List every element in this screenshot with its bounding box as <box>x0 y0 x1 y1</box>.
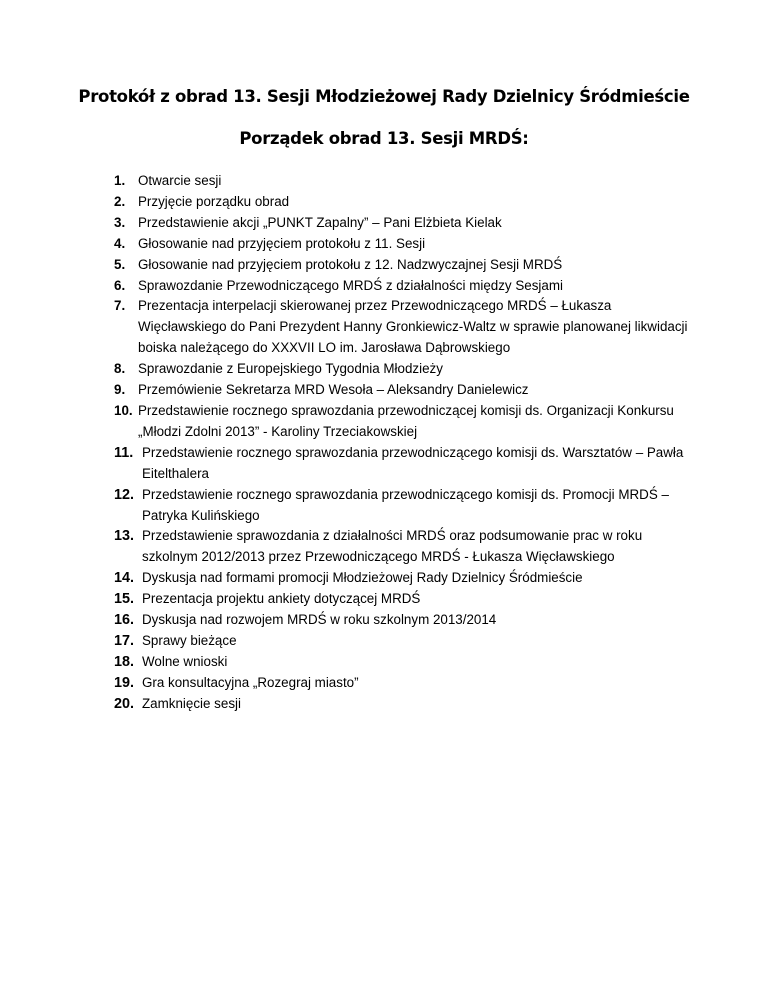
agenda-item-number: 9. <box>114 382 126 398</box>
agenda-item-text: Głosowanie nad przyjęciem protokołu z 12. Nadzwyczajnej Sesji MRDŚ <box>138 256 563 272</box>
agenda-item-number: 5. <box>114 256 126 272</box>
agenda-item-text: Prezentacja projektu ankiety dotyczącej MRDŚ <box>142 591 421 607</box>
agenda-item <box>114 631 694 652</box>
agenda-item-text: Przedstawienie rocznego sprawozdania przewodniczącego komisji ds. Promocji MRDŚ – Patryka Kulińskiego <box>142 486 669 523</box>
agenda-item <box>114 673 694 694</box>
agenda-item-text: Przedstawienie rocznego sprawozdania przewodniczącego komisji ds. Warsztatów – Pawła Eitelthalera <box>142 444 684 481</box>
agenda-item <box>114 276 694 297</box>
agenda-item <box>114 568 694 589</box>
agenda-list <box>114 171 694 715</box>
agenda-item-number: 17. <box>114 632 135 649</box>
agenda-item-number: 1. <box>114 173 126 188</box>
agenda-item-text: Przedstawienie akcji „PUNKT Zapalny” – Pani Elżbieta Kielak <box>138 214 502 230</box>
agenda-item <box>114 526 694 568</box>
document-title: Protokół z obrad 13. Sesji Młodzieżowej Rady Dzielnicy Śródmieście <box>78 87 690 106</box>
agenda-item-text: Zamknięcie sesji <box>142 695 241 711</box>
agenda-item-text: Otwarcie sesji <box>138 173 222 188</box>
agenda-item <box>114 443 694 485</box>
agenda-item-number: 15. <box>114 591 135 608</box>
agenda-item-number: 11. <box>114 444 134 461</box>
agenda-item-number: 3. <box>114 214 126 230</box>
agenda-item <box>114 192 694 213</box>
agenda-item-text: Głosowanie nad przyjęciem protokołu z 11. Sesji <box>138 235 426 251</box>
agenda-item-text: Przedstawienie sprawozdania z działalności MRDŚ oraz podsumowanie prac w roku szkolnym 2012/2013 przez Przewodniczącego MRDŚ - Łukasza Więcławskiego <box>142 528 643 565</box>
agenda-item <box>114 652 694 673</box>
agenda-item-number: 19. <box>114 674 135 691</box>
agenda-item-text: Sprawy bieżące <box>142 632 237 648</box>
agenda-item-number: 16. <box>114 612 135 629</box>
agenda-item-text: Prezentacja interpelacji skierowanej przez Przewodniczącego MRDŚ – Łukasza Więcławskiego do Pani Prezydent Hanny Gronkiewicz-Waltz w sprawie planowanej likwidacji boiska należącego do XXXVII LO im. Jarosława Dąbrowskiego <box>138 298 688 356</box>
agenda-item <box>114 380 694 401</box>
agenda-item <box>114 694 694 715</box>
agenda-item-number: 13. <box>114 528 135 545</box>
agenda-item <box>114 213 694 234</box>
agenda-item <box>114 359 694 380</box>
agenda-item-text: Gra konsultacyjna „Rozegraj miasto” <box>142 674 359 690</box>
agenda-item-number: 12. <box>114 486 135 503</box>
agenda-heading: Porządek obrad 13. Sesji MRDŚ: <box>239 129 529 148</box>
agenda-item-text: Przyjęcie porządku obrad <box>138 193 290 209</box>
agenda-item <box>114 171 694 192</box>
agenda-item-number: 14. <box>114 570 135 587</box>
agenda-item <box>114 610 694 631</box>
agenda-item <box>114 485 694 527</box>
agenda-item <box>114 234 694 255</box>
agenda-item-number: 20. <box>114 695 135 712</box>
agenda-item <box>114 589 694 610</box>
agenda-item-number: 10. <box>114 402 133 418</box>
agenda-item-number: 7. <box>114 298 126 314</box>
agenda-item-text: Dyskusja nad rozwojem MRDŚ w roku szkolnym 2013/2014 <box>142 612 497 628</box>
agenda-item-text: Dyskusja nad formami promocji Młodzieżowej Rady Dzielnicy Śródmieście <box>142 570 583 586</box>
agenda-item-text: Sprawozdanie z Europejskiego Tygodnia Młodzieży <box>138 361 443 377</box>
agenda-item-number: 2. <box>114 193 126 209</box>
agenda-item-text: Sprawozdanie Przewodniczącego MRDŚ z działalności między Sesjami <box>138 277 563 293</box>
agenda-item-text: Przedstawienie rocznego sprawozdania przewodniczącej komisji ds. Organizacji Konkursu „Młodzi Zdolni 2013” - Karoliny Trzeciakowskiej <box>138 402 674 439</box>
agenda-item-number: 6. <box>114 277 126 293</box>
agenda-item-text: Przemówienie Sekretarza MRD Wesoła – Aleksandry Danielewicz <box>138 382 529 398</box>
agenda-item-text: Wolne wnioski <box>142 653 228 669</box>
agenda-item <box>114 296 694 359</box>
agenda-item-number: 4. <box>114 235 126 251</box>
agenda-item-number: 8. <box>114 361 126 377</box>
agenda-item <box>114 401 694 443</box>
agenda-item-number: 18. <box>114 653 135 670</box>
agenda-item <box>114 255 694 276</box>
